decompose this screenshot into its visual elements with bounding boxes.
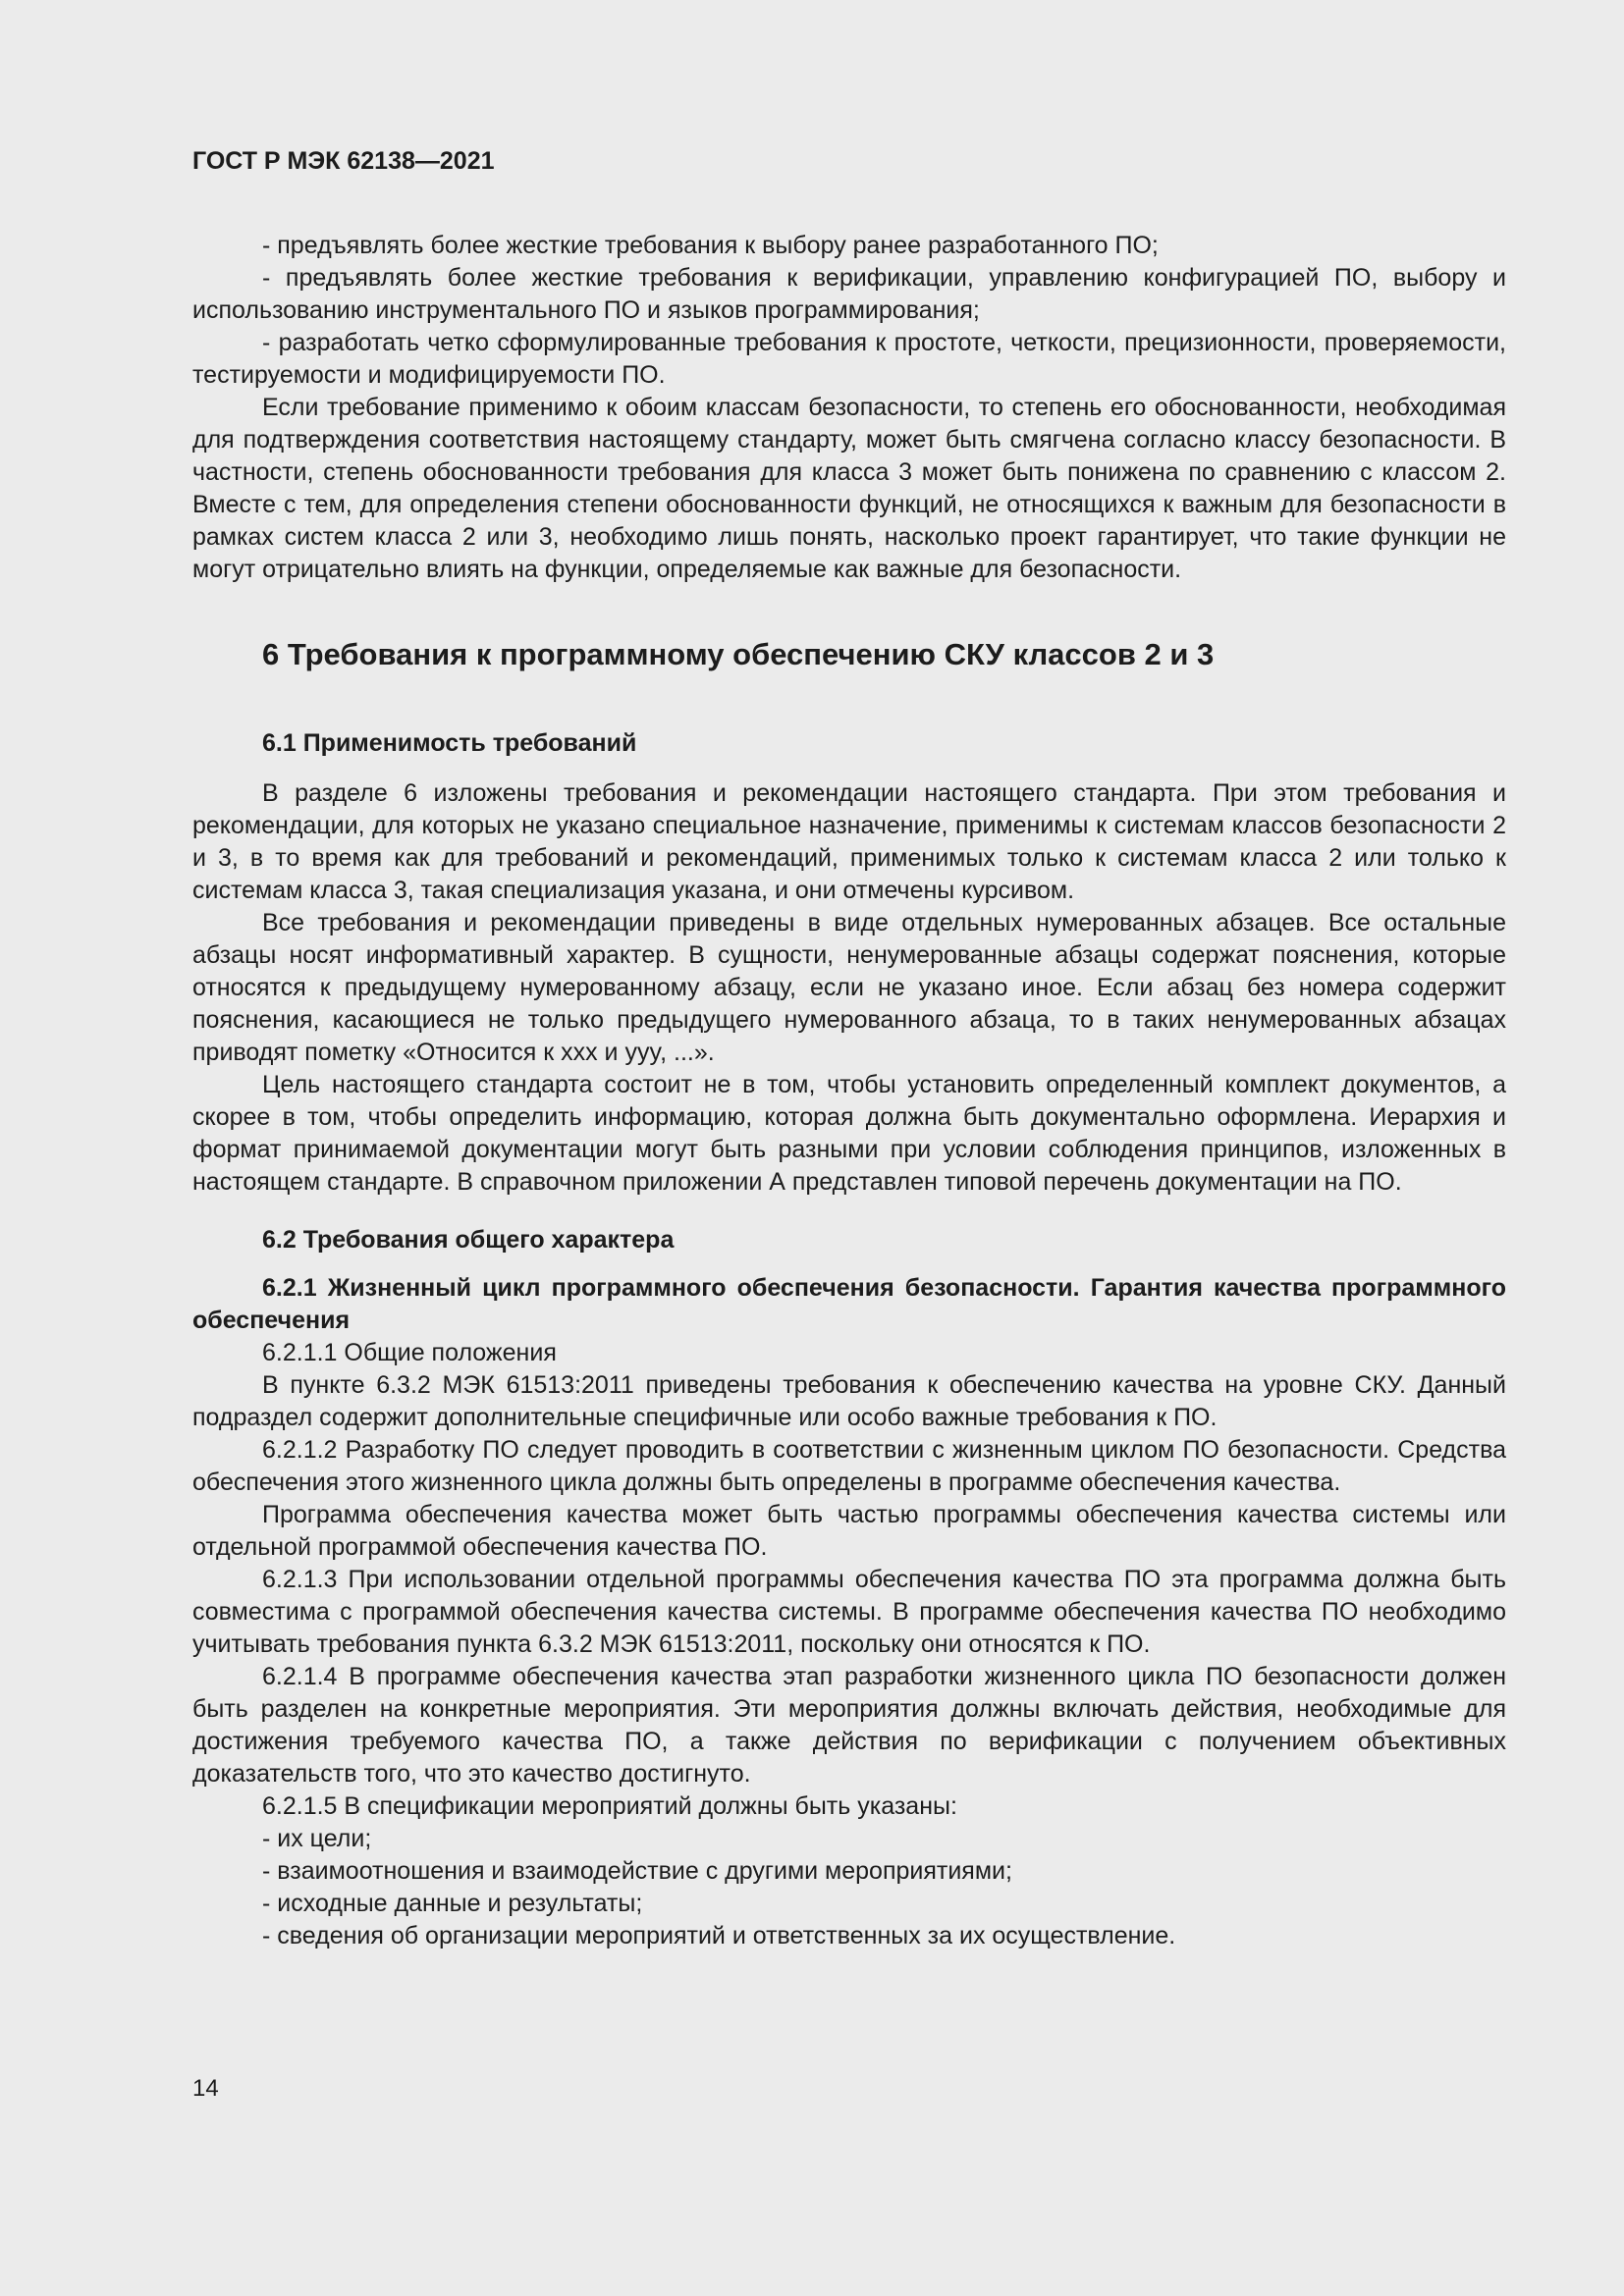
paragraph: - предъявлять более жесткие требования к выбору ранее разработанного ПО; [262, 232, 1159, 259]
paragraph: - предъявлять более жесткие требования к верификации, управлению конфигурацией ПО, выбору и использованию инструментального ПО и языков программирования; [192, 264, 1506, 324]
document-page [192, 145, 1506, 1952]
list-item: - сведения об организации мероприятий и ответственных за их осуществление. [262, 1922, 1176, 1949]
subsection-heading: 6.1 Применимость требований [262, 729, 637, 757]
paragraph: Все требования и рекомендации приведены в виде отдельных нумерованных абзацев. Все остальные абзацы носят информативный характер. В сущности, ненумерованные абзацы содержат пояснения, которые относятся к предыдущему нумерованному абзацу, если не указано иное. Если абзац без номера содержит пояснения, касающиеся не только предыдущего нумерованного абзаца, то в таких ненумерованных абзацах приводят пометку «Относится к xxx и yyy, ...». [192, 909, 1506, 1066]
list-item: - исходные данные и результаты; [262, 1890, 643, 1917]
paragraph: 6.2.1.3 При использовании отдельной программы обеспечения качества ПО эта программа должна быть совместима с программой обеспечения качества системы. В программе обеспечения качества ПО необходимо учитывать требования пункта 6.3.2 МЭК 61513:2011, поскольку они относятся к ПО. [192, 1566, 1506, 1658]
clause-heading: 6.2.1 Жизненный цикл программного обеспечения безопасности. Гарантия качества программного обеспечения [192, 1274, 1506, 1334]
list-item: - их цели; [262, 1825, 372, 1852]
paragraph: Цель настоящего стандарта состоит не в том, чтобы установить определенный комплект документов, а скорее в том, чтобы определить информацию, которая должна быть документально оформлена. Иерархия и формат принимаемой документации могут быть разными при условии соблюдения принципов, изложенных в настоящем стандарте. В справочном приложении А представлен типовой перечень документации на ПО. [192, 1071, 1506, 1196]
document-header: ГОСТ Р МЭК 62138—2021 [192, 147, 495, 175]
page-number: 14 [192, 2075, 219, 2102]
paragraph: Программа обеспечения качества может быть частью программы обеспечения качества системы или отдельной программой обеспечения качества ПО. [192, 1501, 1506, 1561]
paragraph: В пункте 6.3.2 МЭК 61513:2011 приведены требования к обеспечению качества на уровне СКУ. Данный подраздел содержит дополнительные специфичные или особо важные требования к ПО. [192, 1371, 1506, 1431]
paragraph: 6.2.1.4 В программе обеспечения качества этап разработки жизненного цикла ПО безопасности должен быть разделен на конкретные мероприятия. Эти мероприятия должны включать действия, необходимые для достижения требуемого качества ПО, а также действия по верификации с получением объективных доказательств того, что это качество достигнуто. [192, 1663, 1506, 1788]
paragraph: 6.2.1.2 Разработку ПО следует проводить в соответствии с жизненным циклом ПО безопасности. Средства обеспечения этого жизненного цикла должны быть определены в программе обеспечения качества. [192, 1436, 1506, 1496]
paragraph: - разработать четко сформулированные требования к простоте, четкости, прецизионности, проверяемости, тестируемости и модифицируемости ПО. [192, 329, 1506, 389]
paragraph: 6.2.1.1 Общие положения [262, 1339, 557, 1366]
paragraph: Если требование применимо к обоим классам безопасности, то степень его обоснованности, необходимая для подтверждения соответствия настоящему стандарту, может быть смягчена согласно классу безопасности. В частности, степень обоснованности требования для класса 3 может быть понижена по сравнению с классом 2. Вместе с тем, для определения степени обоснованности функций, не относящихся к важным для безопасности в рамках систем класса 2 или 3, необходимо лишь понять, насколько проект гарантирует, что такие функции не могут отрицательно влиять на функции, определяемые как важные для безопасности. [192, 394, 1506, 583]
section-heading: 6 Требования к программному обеспечению СКУ классов 2 и 3 [262, 637, 1215, 671]
subsection-heading: 6.2 Требования общего характера [262, 1226, 675, 1254]
list-item: - взаимоотношения и взаимодействие с другими мероприятиями; [262, 1857, 1012, 1885]
paragraph: 6.2.1.5 В спецификации мероприятий должны быть указаны: [262, 1792, 957, 1820]
paragraph: В разделе 6 изложены требования и рекомендации настоящего стандарта. При этом требования и рекомендации, для которых не указано специальное назначение, применимы к системам классов безопасности 2 и 3, в то время как для требований и рекомендаций, применимых только к системам класса 2 или только к системам класса 3, такая специализация указана, и они отмечены курсивом. [192, 779, 1506, 904]
